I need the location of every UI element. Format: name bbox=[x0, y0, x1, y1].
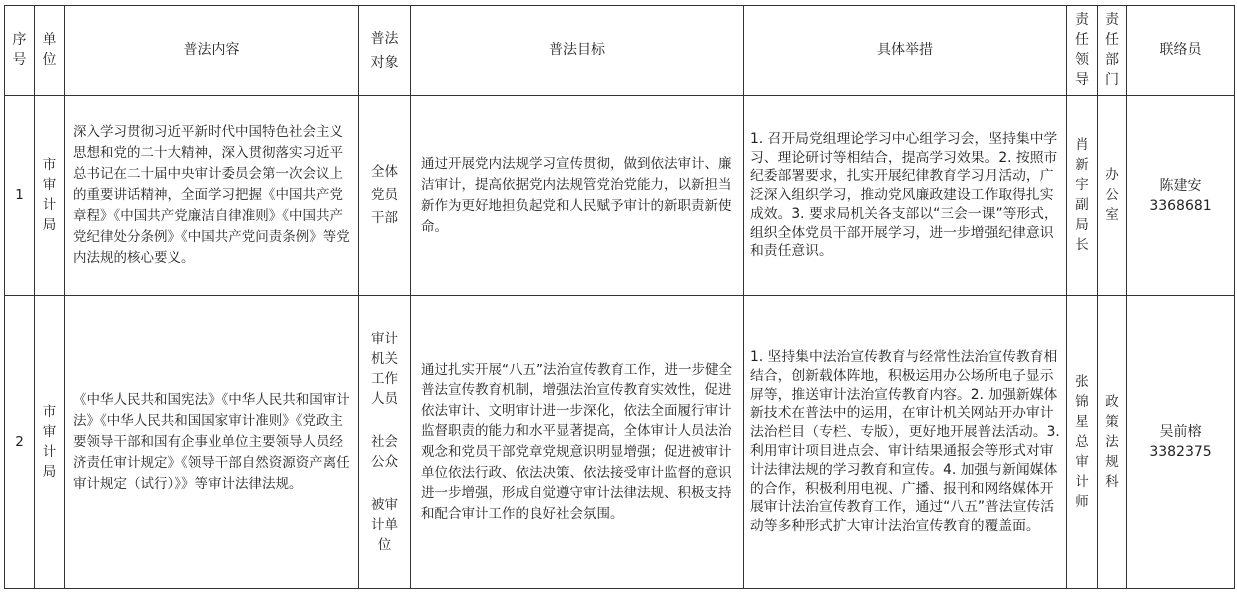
audience-1: 审计机关工作人员 bbox=[371, 330, 398, 407]
header-content: 普法内容 bbox=[65, 6, 359, 96]
row-dept: 办公室 bbox=[1098, 96, 1127, 296]
row-audience: 全体党员干部 bbox=[359, 96, 411, 296]
contact-phone: 3368681 bbox=[1149, 197, 1212, 214]
audience-3: 被审计单位 bbox=[371, 496, 398, 553]
row-contact bbox=[1127, 96, 1235, 296]
table-row bbox=[5, 96, 1235, 296]
row-dept: 政策法规科 bbox=[1098, 296, 1127, 589]
row-goal: 通过开展党内法规学习宣传贯彻，做到依法审计、廉洁审计，提高依据党内法规管党治党能力，以新担当新作为更好地担负起党和人民赋予审计的新职责新使命。 bbox=[411, 96, 744, 296]
row-leader: 张锦星总审计师 bbox=[1067, 296, 1098, 589]
row-seq: 2 bbox=[5, 296, 35, 589]
header-goal: 普法目标 bbox=[411, 6, 744, 96]
header-leader: 责任领导 bbox=[1067, 6, 1098, 96]
row-measures: 1. 召开局党组理论学习中心组学习会，坚持集中学习、理论研讨等相结合，提高学习效果。2. 按照市纪委部署要求，扎实开展纪律教育学习月活动，广泛深入组织学习，推动党风廉政建设工作取得扎实成效。3. 要求局机关各支部以“三会一课”等形式，组织全体党员干部开展学习，进一步增强纪律意识和责任意识。 bbox=[744, 96, 1067, 296]
header-audience: 普法对象 bbox=[359, 6, 411, 96]
header-contact: 联络员 bbox=[1127, 6, 1235, 96]
row-unit: 市审计局 bbox=[35, 96, 65, 296]
header-dept: 责任部门 bbox=[1098, 6, 1127, 96]
header-seq: 序号 bbox=[5, 6, 35, 96]
row-goal: 通过扎实开展“八五”法治宣传教育工作，进一步健全普法宣传教育机制，增强法治宣传教育实效性，促进依法审计、文明审计进一步深化，依法全面履行审计监督职责的能力和水平显著提高，全体审计人员法治观念和党员干部党章党规意识明显增强；促进被审计单位依法行政、依法决策、依法接受审计监督的意识进一步增强，形成自觉遵守审计法律法规、积极支持和配合审计工作的良好社会氛围。 bbox=[411, 296, 744, 589]
row-contact bbox=[1127, 296, 1235, 589]
header-measures: 具体举措 bbox=[744, 6, 1067, 96]
contact-name: 陈建安 bbox=[1159, 177, 1202, 194]
header-unit: 单位 bbox=[35, 6, 65, 96]
header-row bbox=[5, 6, 1235, 96]
plan-table bbox=[4, 5, 1235, 589]
contact-name: 吴前榕 bbox=[1159, 424, 1202, 440]
table-row bbox=[5, 296, 1235, 589]
audience-2: 社会公众 bbox=[371, 433, 398, 470]
row-unit: 市审计局 bbox=[35, 296, 65, 589]
row-leader: 肖新宇副局长 bbox=[1067, 96, 1098, 296]
row-content: 《中华人民共和国宪法》《中华人民共和国审计法》《中华人民共和国国家审计准则》《党政主要领导干部和国有企事业单位主要领导人员经济责任审计规定》《领导干部自然资源资产离任审计规定（试行）》》等审计法律法规。 bbox=[65, 296, 359, 589]
row-content: 深入学习贯彻习近平新时代中国特色社会主义思想和党的二十大精神，深入贯彻落实习近平总书记在二十届中央审计委员会第一次会议上的重要讲话精神，全面学习把握《中国共产党章程》《中国共产党廉洁自律准则》《中国共产党纪律处分条例》《中国共产党问责条例》等党内法规的核心要义。 bbox=[65, 96, 359, 296]
row-audience bbox=[359, 296, 411, 589]
row-measures: 1. 坚持集中法治宣传教育与经常性法治宣传教育相结合，创新载体阵地，积极运用办公场所电子显示屏等，推送审计法治宣传教育内容。2. 加强新媒体新技术在普法中的运用，在审计机关网站开办审计法治栏目（专栏、专版），更好地开展普法活动。3. 利用审计项目进点会、审计结果通报会等形式对审计法律法规的学习教育和宣传。4. 加强与新闻媒体的合作，积极利用电视、广播、报刊和网络媒体开展审计法治宣传教育工作，通过“八五”普法宣传活动等多种形式扩大审计法治宣传教育的覆盖面。 bbox=[744, 296, 1067, 589]
contact-phone: 3382375 bbox=[1149, 444, 1212, 460]
row-seq: 1 bbox=[5, 96, 35, 296]
